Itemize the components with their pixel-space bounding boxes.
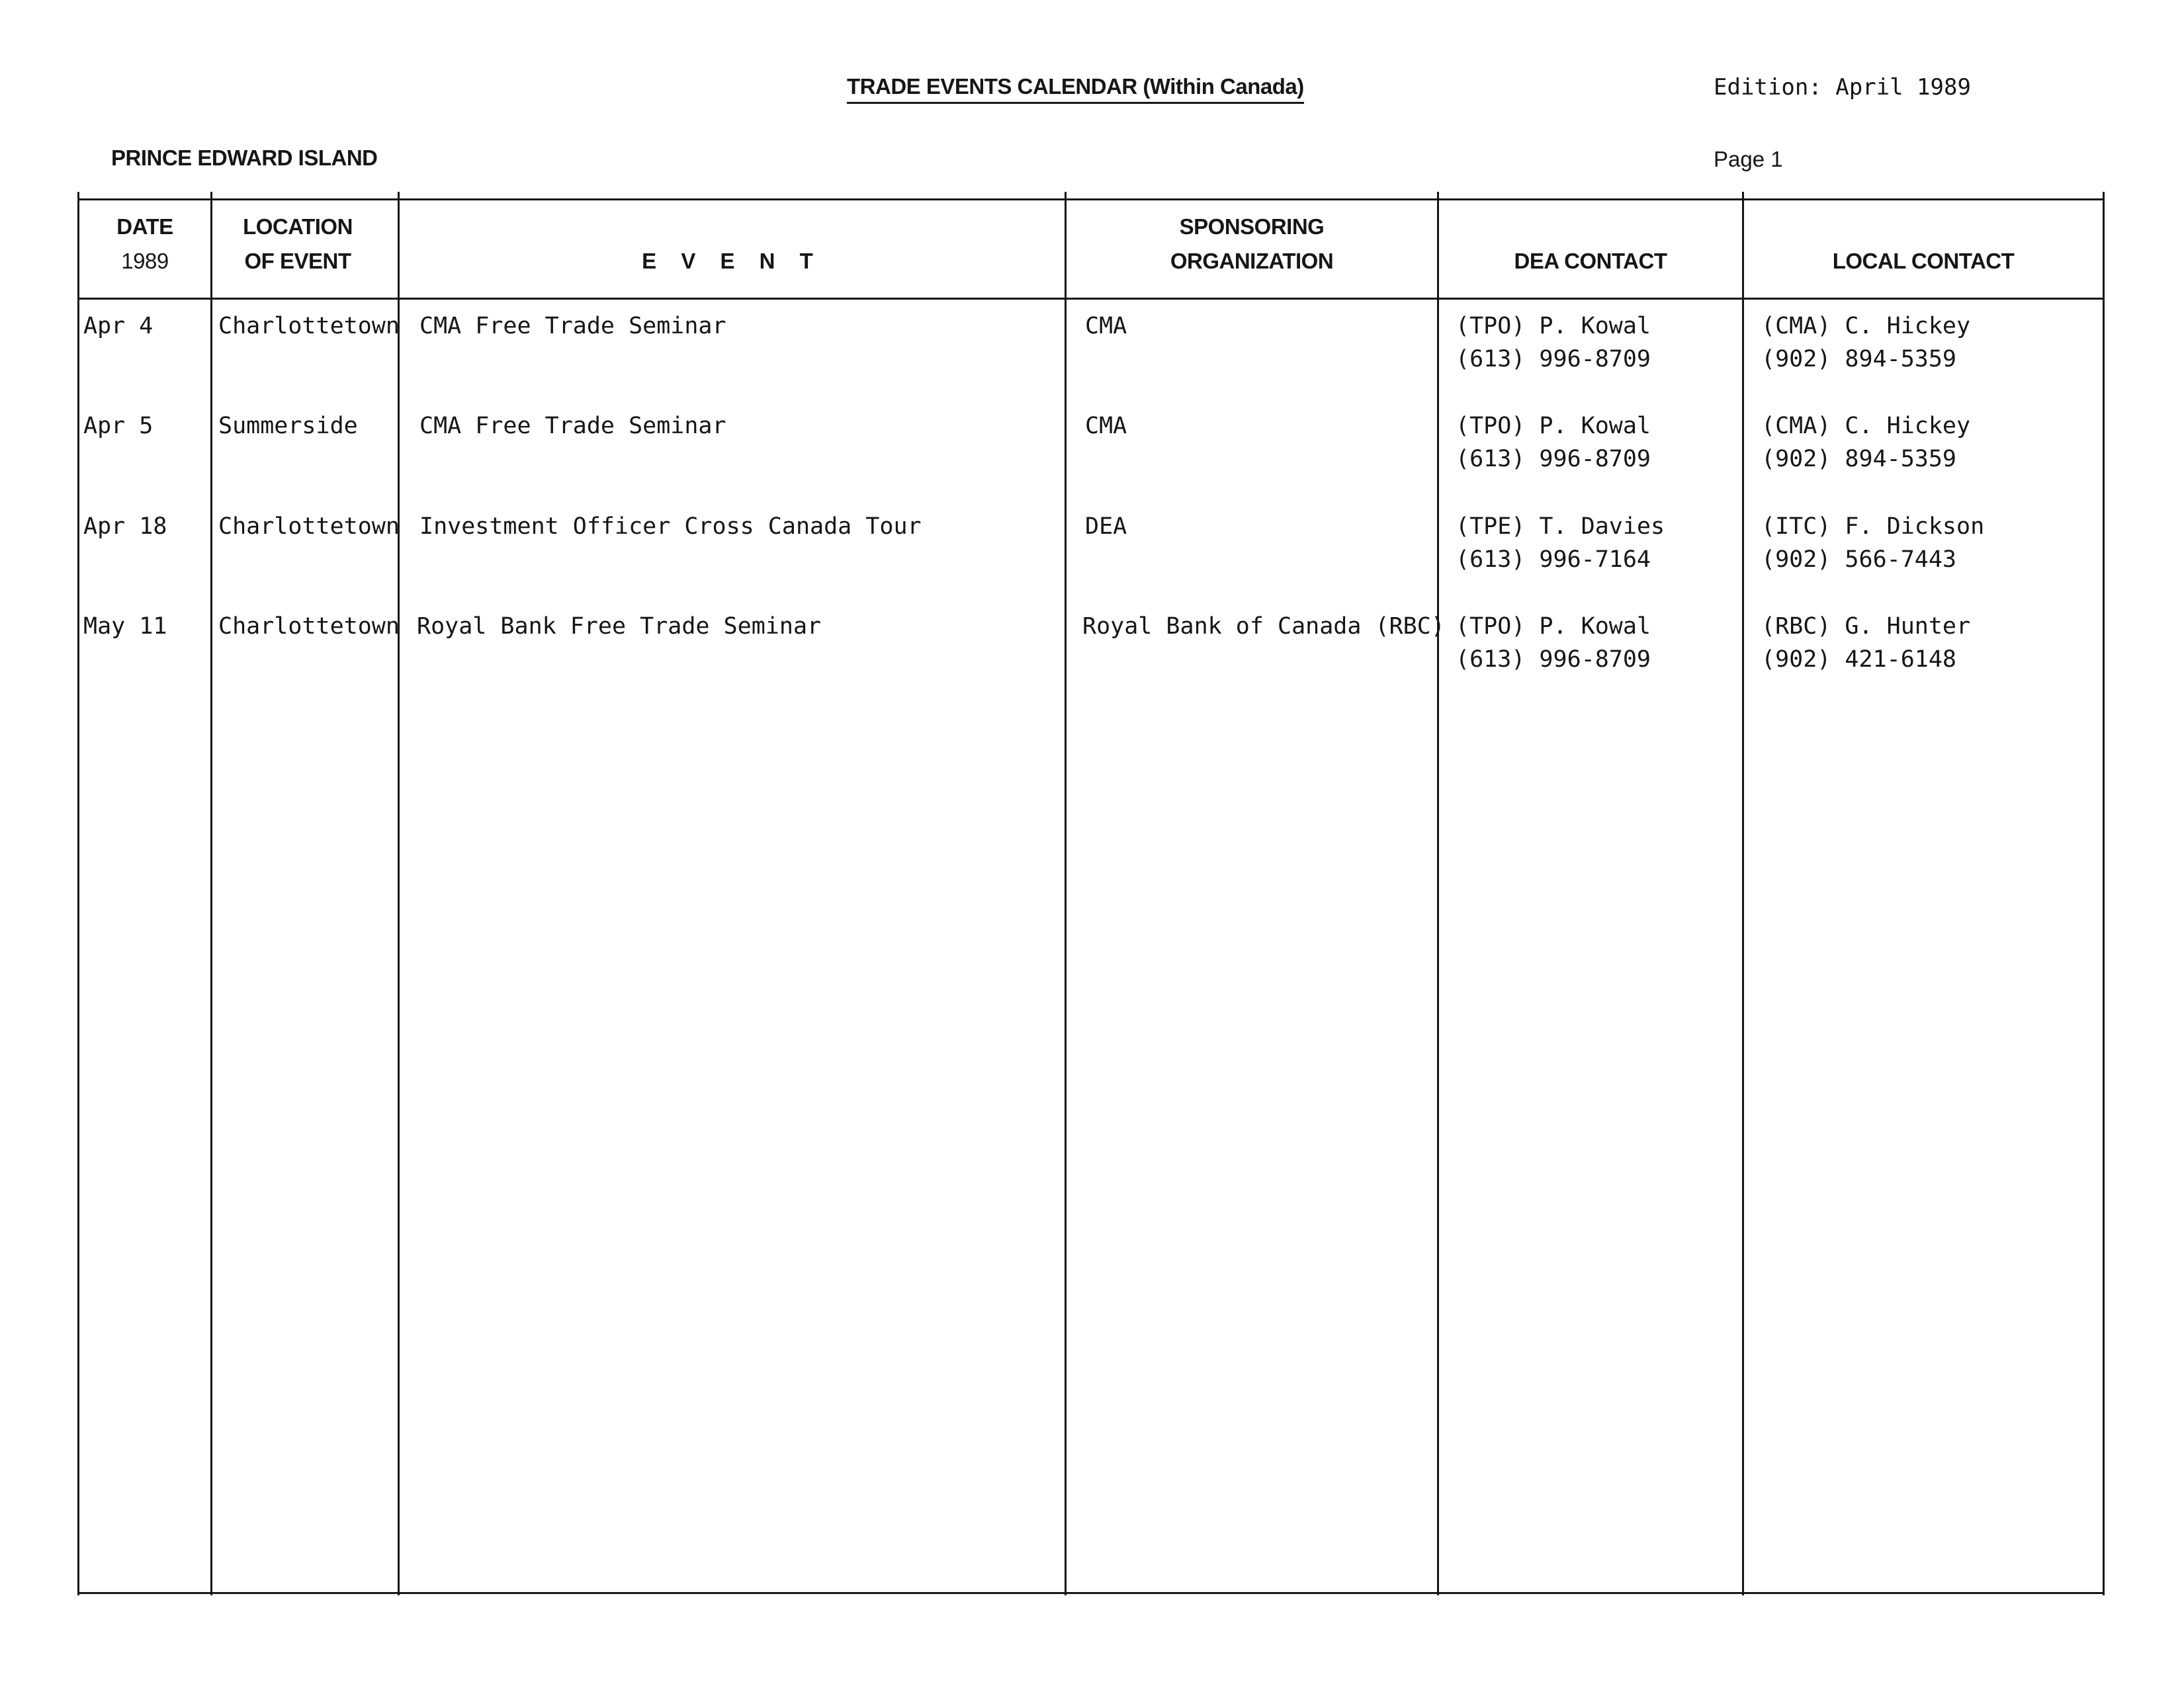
document-title: TRADE EVENTS CALENDAR (Within Canada) <box>847 74 1304 104</box>
column-header-location <box>212 210 383 278</box>
cell-location: Charlottetown <box>218 613 400 640</box>
column-header-date-year: 1989 <box>121 249 169 273</box>
column-divider-sponsor <box>1437 192 1439 1595</box>
cell-local-contact-name: (ITC) F. Dickson <box>1761 513 1985 540</box>
cell-dea-contact-name: (TPO) P. Kowal <box>1456 313 1651 339</box>
cell-event: CMA Free Trade Seminar <box>419 313 726 339</box>
cell-dea-contact-phone: (613) 996-8709 <box>1456 346 1651 372</box>
cell-dea-contact-name: (TPO) P. Kowal <box>1456 613 1651 640</box>
cell-event: CMA Free Trade Seminar <box>419 413 726 439</box>
cell-sponsor: DEA <box>1085 513 1127 540</box>
cell-local-contact-phone: (902) 894-5359 <box>1761 346 1957 372</box>
column-divider-event <box>1065 192 1067 1595</box>
cell-dea-contact-name: (TPE) T. Davies <box>1456 513 1665 540</box>
column-divider-location <box>398 192 400 1595</box>
edition-label: Edition: April 1989 <box>1714 74 1971 101</box>
cell-local-contact-phone: (902) 894-5359 <box>1761 446 1957 472</box>
cell-local-contact-phone: (902) 566-7443 <box>1761 546 1957 573</box>
page-number: Page 1 <box>1714 147 1783 171</box>
column-header-sponsor <box>1067 210 1437 278</box>
cell-location: Charlottetown <box>218 513 400 540</box>
cell-event: Royal Bank Free Trade Seminar <box>417 613 822 640</box>
cell-local-contact-name: (CMA) C. Hickey <box>1761 313 1971 339</box>
cell-sponsor: Royal Bank of Canada (RBC) <box>1082 613 1445 640</box>
column-header-date-title: DATE <box>116 214 173 239</box>
cell-date: May 11 <box>83 613 167 640</box>
column-divider-left-edge <box>77 192 79 1595</box>
province-heading: PRINCE EDWARD ISLAND <box>111 146 378 170</box>
column-divider-date <box>210 192 212 1595</box>
cell-dea-contact-name: (TPO) P. Kowal <box>1456 413 1651 439</box>
column-header-sponsor-line2: ORGANIZATION <box>1170 249 1334 273</box>
header-divider <box>77 298 2105 300</box>
cell-sponsor: CMA <box>1085 313 1127 339</box>
cell-date: Apr 5 <box>83 413 153 439</box>
column-header-location-line1: LOCATION <box>243 214 353 239</box>
cell-local-contact-name: (CMA) C. Hickey <box>1761 413 1971 439</box>
cell-location: Summerside <box>218 413 358 439</box>
cell-sponsor: CMA <box>1085 413 1127 439</box>
column-header-location-line2: OF EVENT <box>244 249 351 273</box>
cell-local-contact-phone: (902) 421-6148 <box>1761 646 1957 673</box>
cell-date: Apr 18 <box>83 513 167 540</box>
column-header-sponsor-line1: SPONSORING <box>1179 214 1325 239</box>
cell-location: Charlottetown <box>218 313 400 339</box>
column-header-dea-contact: DEA CONTACT <box>1514 249 1667 273</box>
cell-event: Investment Officer Cross Canada Tour <box>419 513 922 540</box>
column-divider-right-edge <box>2103 192 2105 1595</box>
events-table <box>77 198 2105 1594</box>
cell-local-contact-name: (RBC) G. Hunter <box>1761 613 1971 640</box>
column-header-local-contact: LOCAL CONTACT <box>1832 249 2015 273</box>
cell-dea-contact-phone: (613) 996-8709 <box>1456 646 1651 673</box>
column-divider-dea <box>1742 192 1744 1595</box>
column-header-event: E V E N T <box>642 249 822 273</box>
column-header-date <box>79 210 210 278</box>
cell-dea-contact-phone: (613) 996-8709 <box>1456 446 1651 472</box>
cell-dea-contact-phone: (613) 996-7164 <box>1456 546 1651 573</box>
cell-date: Apr 4 <box>83 313 153 339</box>
